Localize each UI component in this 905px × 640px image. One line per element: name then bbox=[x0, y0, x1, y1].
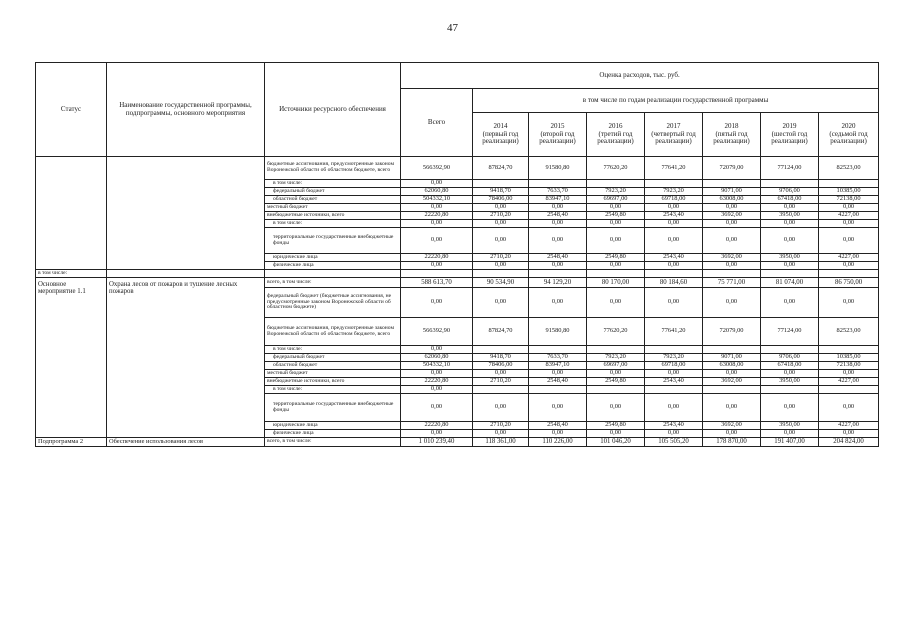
value-cell bbox=[529, 180, 587, 188]
value-cell: 0,00 bbox=[587, 262, 645, 270]
value-cell bbox=[529, 346, 587, 354]
value-cell: 0,00 bbox=[645, 430, 703, 438]
source-cell: в том числе: bbox=[265, 386, 401, 394]
value-cell: 0,00 bbox=[529, 394, 587, 422]
value-cell: 2549,80 bbox=[587, 422, 645, 430]
value-cell: 77641,20 bbox=[645, 157, 703, 180]
value-cell: 0,00 bbox=[473, 370, 529, 378]
value-cell: 0,00 bbox=[703, 430, 761, 438]
table-row bbox=[36, 270, 879, 278]
value-cell: 22220,80 bbox=[401, 422, 473, 430]
value-cell: 0,00 bbox=[587, 204, 645, 212]
value-cell: 91580,80 bbox=[529, 157, 587, 180]
source-cell: бюджетные ассигнования, предусмотренные законом Воронежской области об областном бюджете, всего bbox=[265, 157, 401, 180]
empty-cell bbox=[265, 270, 401, 278]
table-row bbox=[36, 278, 879, 288]
table-row bbox=[36, 157, 879, 180]
value-cell: 0,00 bbox=[529, 262, 587, 270]
header-year bbox=[703, 113, 761, 157]
value-cell: 4227,00 bbox=[819, 212, 879, 220]
value-cell: 67418,00 bbox=[761, 196, 819, 204]
value-cell: 0,00 bbox=[401, 220, 473, 228]
value-cell: 0,00 bbox=[401, 262, 473, 270]
value-cell: 110 226,00 bbox=[529, 438, 587, 447]
empty-cell bbox=[761, 270, 819, 278]
source-cell: внебюджетные источники, всего bbox=[265, 378, 401, 386]
empty-cell bbox=[107, 270, 265, 278]
value-cell: 0,00 bbox=[529, 220, 587, 228]
value-cell: 83947,10 bbox=[529, 362, 587, 370]
value-cell: 7923,20 bbox=[587, 188, 645, 196]
value-cell: 0,00 bbox=[473, 220, 529, 228]
value-cell: 3950,00 bbox=[761, 212, 819, 220]
source-cell: внебюджетные источники, всего bbox=[265, 212, 401, 220]
value-cell: 0,00 bbox=[401, 228, 473, 254]
value-cell: 178 870,00 bbox=[703, 438, 761, 447]
value-cell: 9418,70 bbox=[473, 354, 529, 362]
value-cell: 2549,80 bbox=[587, 254, 645, 262]
header-year-note: (седьмой год реализации) bbox=[829, 129, 868, 146]
value-cell: 504332,10 bbox=[401, 196, 473, 204]
value-cell: 2710,20 bbox=[473, 212, 529, 220]
value-cell: 588 613,70 bbox=[401, 278, 473, 288]
value-cell: 0,00 bbox=[761, 288, 819, 318]
value-cell bbox=[473, 346, 529, 354]
value-cell: 69697,00 bbox=[587, 196, 645, 204]
budget-table bbox=[35, 62, 879, 447]
status-cell: Основное мероприятие 1.1 bbox=[36, 278, 107, 438]
header-total: Всего bbox=[401, 89, 473, 157]
value-cell: 9071,00 bbox=[703, 354, 761, 362]
value-cell: 10385,00 bbox=[819, 354, 879, 362]
value-cell: 7633,70 bbox=[529, 188, 587, 196]
value-cell: 566392,90 bbox=[401, 157, 473, 180]
source-cell: федеральный бюджет bbox=[265, 188, 401, 196]
source-cell: юридические лица bbox=[265, 254, 401, 262]
value-cell: 0,00 bbox=[819, 394, 879, 422]
value-cell: 2548,40 bbox=[529, 378, 587, 386]
value-cell: 0,00 bbox=[819, 430, 879, 438]
value-cell: 77620,20 bbox=[587, 157, 645, 180]
value-cell bbox=[645, 386, 703, 394]
value-cell: 0,00 bbox=[703, 370, 761, 378]
value-cell: 0,00 bbox=[529, 430, 587, 438]
source-cell: территориальные государственные внебюджетные фонды bbox=[265, 228, 401, 254]
value-cell: 3692,00 bbox=[703, 254, 761, 262]
value-cell: 0,00 bbox=[703, 204, 761, 212]
value-cell bbox=[819, 386, 879, 394]
value-cell: 69718,00 bbox=[645, 196, 703, 204]
value-cell: 2543,40 bbox=[645, 254, 703, 262]
value-cell: 78406,00 bbox=[473, 196, 529, 204]
value-cell: 0,00 bbox=[401, 180, 473, 188]
value-cell: 87824,70 bbox=[473, 318, 529, 346]
value-cell: 3692,00 bbox=[703, 378, 761, 386]
value-cell: 22220,80 bbox=[401, 378, 473, 386]
value-cell bbox=[703, 346, 761, 354]
source-cell: юридические лица bbox=[265, 422, 401, 430]
source-cell: федеральный бюджет (бюджетные ассигнования, не предусмотренные законом Воронежской области об областном бюджете) bbox=[265, 288, 401, 318]
header-year bbox=[819, 113, 879, 157]
value-cell: 86 750,00 bbox=[819, 278, 879, 288]
value-cell: 0,00 bbox=[587, 370, 645, 378]
value-cell: 191 407,00 bbox=[761, 438, 819, 447]
value-cell: 566392,90 bbox=[401, 318, 473, 346]
header-by-years: в том числе по годам реализации государственной программы bbox=[473, 89, 879, 113]
value-cell: 0,00 bbox=[645, 204, 703, 212]
header-year-number: 2016 bbox=[608, 122, 623, 131]
value-cell: 105 505,20 bbox=[645, 438, 703, 447]
value-cell: 94 129,20 bbox=[529, 278, 587, 288]
value-cell: 82523,00 bbox=[819, 318, 879, 346]
value-cell: 4227,00 bbox=[819, 378, 879, 386]
header-year-number: 2019 bbox=[782, 122, 797, 131]
source-cell: в том числе: bbox=[265, 180, 401, 188]
value-cell: 0,00 bbox=[645, 228, 703, 254]
value-cell: 0,00 bbox=[401, 346, 473, 354]
source-cell: территориальные государственные внебюджетные фонды bbox=[265, 394, 401, 422]
value-cell: 0,00 bbox=[473, 288, 529, 318]
value-cell: 77124,00 bbox=[761, 318, 819, 346]
value-cell bbox=[819, 346, 879, 354]
value-cell bbox=[761, 386, 819, 394]
value-cell: 77620,20 bbox=[587, 318, 645, 346]
value-cell: 72138,00 bbox=[819, 196, 879, 204]
value-cell: 0,00 bbox=[401, 386, 473, 394]
empty-cell bbox=[703, 270, 761, 278]
header-name: Наименование государственной программы, подпрограммы, основного мероприятия bbox=[107, 63, 265, 157]
value-cell: 7633,70 bbox=[529, 354, 587, 362]
value-cell: 0,00 bbox=[473, 204, 529, 212]
value-cell bbox=[645, 180, 703, 188]
value-cell bbox=[761, 180, 819, 188]
value-cell: 0,00 bbox=[645, 262, 703, 270]
header-year-note: (второй год реализации) bbox=[539, 129, 576, 146]
value-cell: 83947,10 bbox=[529, 196, 587, 204]
header-year bbox=[529, 113, 587, 157]
value-cell: 0,00 bbox=[401, 288, 473, 318]
empty-cell bbox=[473, 270, 529, 278]
value-cell: 0,00 bbox=[645, 370, 703, 378]
header-year-number: 2017 bbox=[666, 122, 681, 131]
value-cell: 9071,00 bbox=[703, 188, 761, 196]
source-cell: всего, в том числе: bbox=[265, 278, 401, 288]
value-cell: 72138,00 bbox=[819, 362, 879, 370]
value-cell bbox=[761, 346, 819, 354]
header-year-number: 2020 bbox=[841, 122, 856, 131]
name-cell: Охрана лесов от пожаров и тушение лесных пожаров bbox=[107, 278, 265, 438]
value-cell: 69697,00 bbox=[587, 362, 645, 370]
value-cell: 0,00 bbox=[703, 228, 761, 254]
value-cell: 2548,40 bbox=[529, 254, 587, 262]
value-cell: 2710,20 bbox=[473, 422, 529, 430]
value-cell: 0,00 bbox=[587, 430, 645, 438]
value-cell: 4227,00 bbox=[819, 254, 879, 262]
value-cell: 0,00 bbox=[819, 288, 879, 318]
name-cell bbox=[107, 157, 265, 270]
value-cell: 0,00 bbox=[761, 394, 819, 422]
value-cell: 69718,00 bbox=[645, 362, 703, 370]
value-cell bbox=[473, 180, 529, 188]
value-cell: 63008,00 bbox=[703, 362, 761, 370]
value-cell bbox=[703, 180, 761, 188]
value-cell: 7923,20 bbox=[645, 188, 703, 196]
value-cell: 0,00 bbox=[473, 228, 529, 254]
value-cell: 2710,20 bbox=[473, 378, 529, 386]
value-cell: 2543,40 bbox=[645, 212, 703, 220]
value-cell: 3692,00 bbox=[703, 212, 761, 220]
value-cell bbox=[587, 180, 645, 188]
source-cell: областной бюджет bbox=[265, 196, 401, 204]
value-cell: 0,00 bbox=[401, 430, 473, 438]
value-cell: 78406,00 bbox=[473, 362, 529, 370]
value-cell: 72079,00 bbox=[703, 157, 761, 180]
source-cell: всего, в том числе: bbox=[265, 438, 401, 447]
value-cell: 2543,40 bbox=[645, 378, 703, 386]
source-cell: в том числе: bbox=[265, 346, 401, 354]
value-cell: 0,00 bbox=[587, 394, 645, 422]
value-cell: 0,00 bbox=[703, 262, 761, 270]
empty-cell bbox=[819, 270, 879, 278]
source-cell: физические лица bbox=[265, 430, 401, 438]
value-cell: 1 010 239,40 bbox=[401, 438, 473, 447]
value-cell: 10385,00 bbox=[819, 188, 879, 196]
value-cell: 118 361,00 bbox=[473, 438, 529, 447]
header-year-note: (третий год реализации) bbox=[597, 129, 634, 146]
value-cell: 9706,00 bbox=[761, 188, 819, 196]
value-cell: 3950,00 bbox=[761, 422, 819, 430]
value-cell: 0,00 bbox=[473, 430, 529, 438]
source-cell: местный бюджет bbox=[265, 370, 401, 378]
value-cell: 0,00 bbox=[401, 394, 473, 422]
header-year-number: 2018 bbox=[724, 122, 739, 131]
header-year-note: (шестой год реализации) bbox=[771, 129, 808, 146]
value-cell: 2710,20 bbox=[473, 254, 529, 262]
header-estimate: Оценка расходов, тыс. руб. bbox=[401, 63, 879, 89]
value-cell: 0,00 bbox=[529, 288, 587, 318]
value-cell: 2548,40 bbox=[529, 422, 587, 430]
value-cell: 80 184,60 bbox=[645, 278, 703, 288]
value-cell: 62060,80 bbox=[401, 354, 473, 362]
value-cell: 0,00 bbox=[587, 220, 645, 228]
value-cell bbox=[587, 346, 645, 354]
value-cell: 7923,20 bbox=[587, 354, 645, 362]
value-cell: 2549,80 bbox=[587, 378, 645, 386]
value-cell: 0,00 bbox=[703, 220, 761, 228]
value-cell: 504332,10 bbox=[401, 362, 473, 370]
header-year bbox=[473, 113, 529, 157]
value-cell: 67418,00 bbox=[761, 362, 819, 370]
value-cell bbox=[819, 180, 879, 188]
empty-cell bbox=[587, 270, 645, 278]
value-cell: 3692,00 bbox=[703, 422, 761, 430]
value-cell: 0,00 bbox=[401, 370, 473, 378]
status-cell: Подпрограмма 2 bbox=[36, 438, 107, 447]
value-cell: 2549,80 bbox=[587, 212, 645, 220]
value-cell: 22220,80 bbox=[401, 212, 473, 220]
page-number: 47 bbox=[447, 22, 458, 34]
value-cell: 3950,00 bbox=[761, 254, 819, 262]
source-cell: бюджетные ассигнования, предусмотренные законом Воронежской области об областном бюджете, всего bbox=[265, 318, 401, 346]
value-cell: 0,00 bbox=[587, 228, 645, 254]
value-cell bbox=[529, 386, 587, 394]
value-cell: 3950,00 bbox=[761, 378, 819, 386]
value-cell: 0,00 bbox=[473, 394, 529, 422]
header-year-note: (первый год реализации) bbox=[482, 129, 519, 146]
value-cell: 0,00 bbox=[819, 204, 879, 212]
value-cell: 0,00 bbox=[819, 370, 879, 378]
source-cell: физические лица bbox=[265, 262, 401, 270]
value-cell: 0,00 bbox=[761, 228, 819, 254]
value-cell: 81 074,00 bbox=[761, 278, 819, 288]
empty-cell bbox=[401, 270, 473, 278]
name-cell: Обеспечение использования лесов bbox=[107, 438, 265, 447]
value-cell bbox=[645, 346, 703, 354]
value-cell: 0,00 bbox=[761, 220, 819, 228]
value-cell: 0,00 bbox=[401, 204, 473, 212]
value-cell: 77641,20 bbox=[645, 318, 703, 346]
value-cell: 0,00 bbox=[645, 220, 703, 228]
value-cell: 90 534,90 bbox=[473, 278, 529, 288]
value-cell: 77124,00 bbox=[761, 157, 819, 180]
value-cell: 0,00 bbox=[819, 220, 879, 228]
value-cell: 0,00 bbox=[529, 370, 587, 378]
header-year-note: (четвертый год реализации) bbox=[651, 129, 696, 146]
value-cell bbox=[587, 386, 645, 394]
source-cell: областной бюджет bbox=[265, 362, 401, 370]
value-cell: 0,00 bbox=[761, 430, 819, 438]
header-year bbox=[645, 113, 703, 157]
value-cell: 7923,20 bbox=[645, 354, 703, 362]
value-cell: 62060,80 bbox=[401, 188, 473, 196]
value-cell: 9706,00 bbox=[761, 354, 819, 362]
value-cell: 0,00 bbox=[761, 262, 819, 270]
header-year bbox=[587, 113, 645, 157]
value-cell: 82523,00 bbox=[819, 157, 879, 180]
value-cell: 0,00 bbox=[529, 228, 587, 254]
value-cell: 87824,70 bbox=[473, 157, 529, 180]
value-cell: 0,00 bbox=[703, 394, 761, 422]
value-cell bbox=[473, 386, 529, 394]
value-cell: 0,00 bbox=[645, 394, 703, 422]
source-cell: местный бюджет bbox=[265, 204, 401, 212]
header-year-note: (пятый год реализации) bbox=[713, 129, 750, 146]
header-year bbox=[761, 113, 819, 157]
status-cell bbox=[36, 157, 107, 270]
value-cell: 0,00 bbox=[645, 288, 703, 318]
value-cell: 0,00 bbox=[703, 288, 761, 318]
value-cell: 0,00 bbox=[819, 262, 879, 270]
empty-cell bbox=[645, 270, 703, 278]
value-cell: 0,00 bbox=[761, 370, 819, 378]
value-cell: 4227,00 bbox=[819, 422, 879, 430]
value-cell: 101 046,20 bbox=[587, 438, 645, 447]
value-cell bbox=[703, 386, 761, 394]
value-cell: 204 824,00 bbox=[819, 438, 879, 447]
value-cell: 2548,40 bbox=[529, 212, 587, 220]
value-cell: 0,00 bbox=[587, 288, 645, 318]
value-cell: 63008,00 bbox=[703, 196, 761, 204]
value-cell: 2543,40 bbox=[645, 422, 703, 430]
vtom-label: в том числе: bbox=[36, 270, 107, 278]
empty-cell bbox=[529, 270, 587, 278]
table-row bbox=[36, 438, 879, 447]
value-cell: 80 170,00 bbox=[587, 278, 645, 288]
value-cell: 9418,70 bbox=[473, 188, 529, 196]
value-cell: 75 771,00 bbox=[703, 278, 761, 288]
value-cell: 22220,80 bbox=[401, 254, 473, 262]
value-cell: 0,00 bbox=[819, 228, 879, 254]
header-status: Статус bbox=[36, 63, 107, 157]
header-year-number: 2015 bbox=[550, 122, 565, 131]
value-cell: 72079,00 bbox=[703, 318, 761, 346]
value-cell: 91580,80 bbox=[529, 318, 587, 346]
value-cell: 0,00 bbox=[761, 204, 819, 212]
value-cell: 0,00 bbox=[473, 262, 529, 270]
source-cell: федеральный бюджет bbox=[265, 354, 401, 362]
source-cell: в том числе: bbox=[265, 220, 401, 228]
header-year-number: 2014 bbox=[493, 122, 508, 131]
value-cell: 0,00 bbox=[529, 204, 587, 212]
table-header bbox=[36, 63, 879, 157]
header-source: Источники ресурсного обеспечения bbox=[265, 63, 401, 157]
